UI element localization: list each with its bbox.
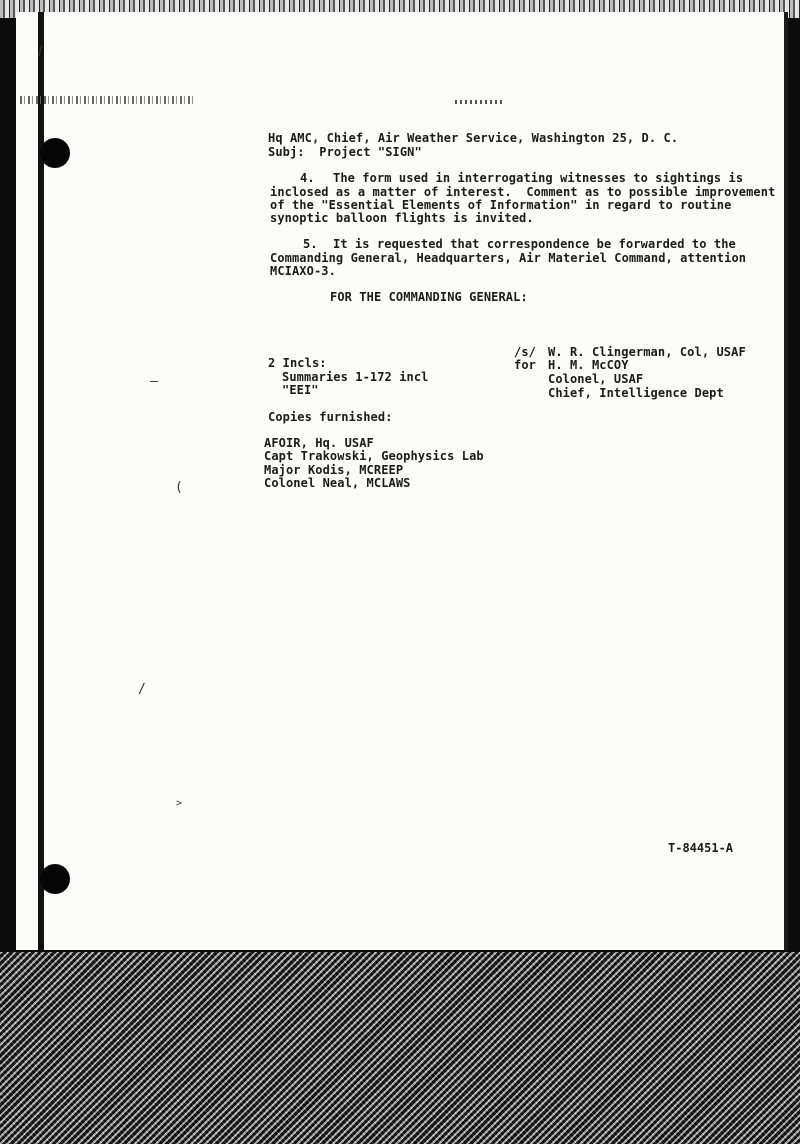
copy-recipient: Capt Trakowski, Geophysics Lab [264,449,484,463]
paragraph-line: The form used in interrogating witnesses to sightings is [333,171,744,185]
copy-recipient: Colonel Neal, MCLAWS [264,476,411,490]
signature-prefix: /s/ [514,345,536,359]
signature-line: Chief, Intelligence Dept [548,386,724,400]
inclosures-heading: 2 Incls: [268,356,327,370]
closing-line: FOR THE COMMANDING GENERAL: [330,290,528,304]
subject-line: Subj: Project "SIGN" [268,145,422,159]
paragraph-line: It is requested that correspondence be forwarded to the [333,237,736,251]
stray-mark: — [150,374,158,389]
address-line: Hq AMC, Chief, Air Weather Service, Washington 25, D. C. [268,131,679,145]
scan-noise-bottom [0,952,800,1144]
stray-mark: / [138,682,146,697]
scan-smudge [455,100,505,104]
stray-mark: ( [175,480,183,495]
copy-recipient: Major Kodis, MCREEP [264,463,404,477]
punch-hole-top [40,138,70,168]
stray-mark: > [176,798,183,809]
paragraph-line: Commanding General, Headquarters, Air Materiel Command, attention [270,251,747,265]
paragraph-line: inclosed as a matter of interest. Comment as to possible improvement [270,185,776,199]
inclosure-item: Summaries 1-172 incl [282,370,429,384]
paragraph-line: MCIAXO-3. [270,264,336,278]
signature-line: W. R. Clingerman, Col, USAF [548,345,746,359]
stray-mark: \ [32,43,48,60]
copy-recipient: AFOIR, Hq. USAF [264,436,374,450]
signature-prefix: for [514,358,536,372]
paragraph-line: synoptic balloon flights is invited. [270,211,534,225]
signature-line: H. M. McCOY [548,358,629,372]
copies-heading: Copies furnished: [268,410,393,424]
paragraph-number: 4. [300,171,315,185]
scan-smudge [20,96,195,104]
punch-hole-bottom [40,864,70,894]
signature-line: Colonel, USAF [548,372,644,386]
inclosure-item: "EEI" [282,383,319,397]
paragraph-line: of the "Essential Elements of Information" in regard to routine [270,198,732,212]
document-number: T-84451-A [668,841,734,855]
paragraph-number: 5. [303,237,318,251]
